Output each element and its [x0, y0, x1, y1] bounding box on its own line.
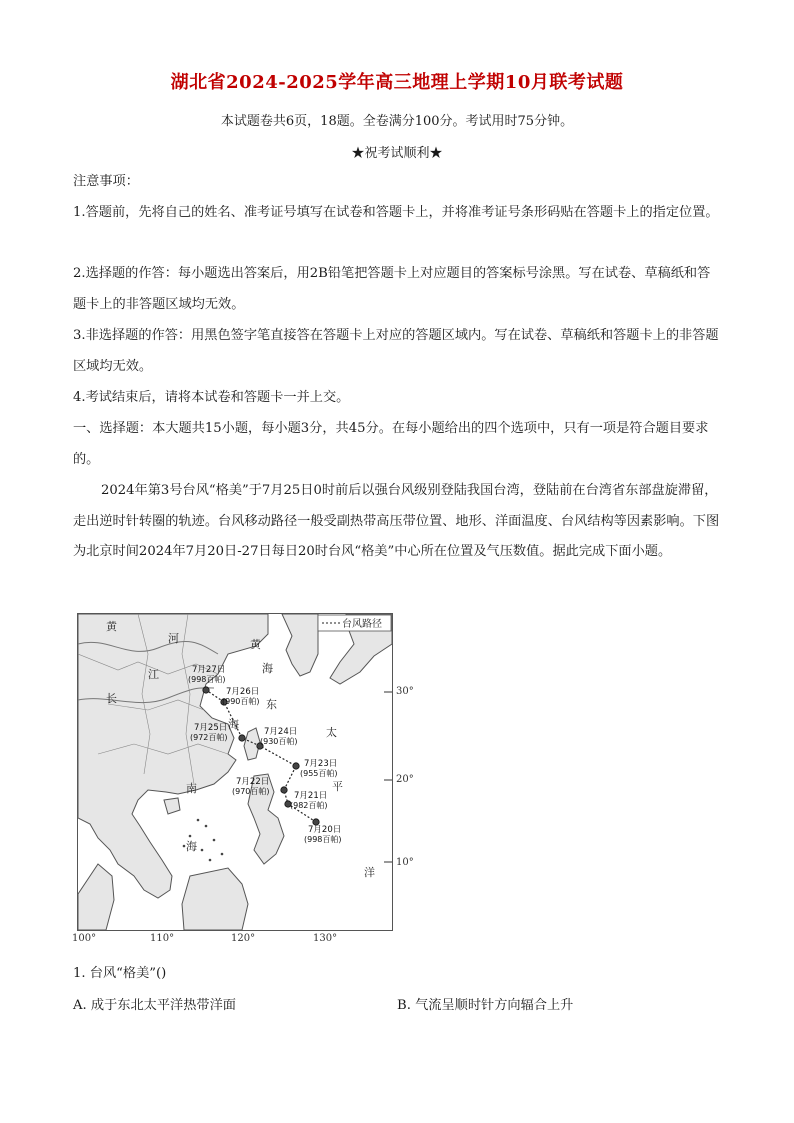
track-pressure-label: (990百帕): [222, 697, 260, 706]
track-date-label: 7月22日: [236, 777, 270, 787]
track-date-label: 7月26日: [226, 687, 260, 697]
note-2: 2.选择题的作答：每小题选出答案后，用2B铅笔把答题卡上对应题目的答案标号涂黑。写在试卷、草稿纸和答题卡上的非答题区域均无效。: [73, 266, 711, 312]
mainland-china: [78, 614, 268, 898]
hainan-island: [164, 798, 180, 814]
question-1-option-a: A. 成于东北太平洋热带洋面: [73, 998, 236, 1013]
typhoon-center-marker: [281, 787, 287, 793]
track-date-label: 7月27日: [192, 665, 226, 675]
track-pressure-label: (930百帕): [260, 737, 298, 746]
map-legend: [318, 615, 391, 631]
map-svg: [78, 614, 392, 930]
track-date-label: 7月25日: [194, 723, 228, 733]
track-pressure-label: (970百帕): [232, 787, 270, 796]
lon-label-110: 110°: [150, 933, 175, 944]
section-1-heading: 一、选择题：本大题共15小题，每小题3分，共45分。在每小题给出的四个选项中，只有一项是符合题目要求的。: [73, 421, 709, 467]
lat-label-10: 10°: [396, 857, 414, 868]
lon-label-130: 130°: [313, 933, 338, 944]
note-4: 4.考试结束后，请将本试卷和答题卡一并上交。: [73, 390, 350, 405]
label-nan: 南: [186, 782, 197, 795]
note-3: 3.非选择题的作答：用黑色签字笔直接答在答题卡上对应的答题区域内。写在试卷、草稿纸和答题卡上的非答题区域均无效。: [73, 328, 719, 374]
exam-info: 本试题卷共6页，18题。全卷满分100分。考试用时75分钟。: [220, 114, 574, 129]
typhoon-center-marker: [203, 687, 209, 693]
typhoon-track-map: [77, 613, 393, 931]
label-dong: 东: [266, 698, 277, 711]
track-pressure-label: (955百帕): [300, 769, 338, 778]
label-hai: 海: [186, 840, 197, 853]
korea-peninsula: [282, 614, 318, 676]
track-date-label: 7月24日: [264, 727, 298, 737]
typhoon-center-marker: [293, 763, 299, 769]
label-ping: 平: [332, 780, 343, 793]
track-date-label: 7月20日: [308, 825, 342, 835]
passage: 2024年第3号台风“格美”于7月25日0时前后以强台风级别登陆我国台湾，登陆前在台湾省东部盘旋滞留，走出逆时针转圈的轨迹。台风移动路径一般受副热带高压带位置、地形、洋面温度、台风结构等因素影响。下图为北京时间2024年7月20日-27日每日20时台风“格美”中心所在位置及气压数值。据此完成下面小题。: [73, 483, 720, 559]
lon-label-120: 120°: [231, 933, 256, 944]
question-1: 1. 台风“格美”(): [73, 966, 167, 981]
lat-label-30: 30°: [396, 686, 414, 697]
good-luck-line: ★祝考试顺利★: [351, 146, 443, 161]
latitude-ticks: [384, 692, 392, 862]
label-huang: 黄: [106, 620, 117, 633]
page-title: 湖北省2024-2025学年高三地理上学期10月联考试题: [170, 72, 624, 93]
lat-label-20: 20°: [396, 774, 414, 785]
track-pressure-label: (998百帕): [188, 675, 226, 684]
lon-label-100: 100°: [72, 933, 97, 944]
malay-peninsula: [78, 864, 114, 930]
notes-heading: 注意事项：: [73, 174, 139, 189]
track-pressure-label: (972百帕): [190, 733, 228, 742]
label-he: 河: [168, 632, 179, 645]
track-pressure-label: (982百帕): [290, 801, 328, 810]
label-jiang: 江: [148, 668, 159, 681]
legend-label: 台风路径: [342, 619, 382, 630]
question-1-option-b: B. 气流呈顺时针方向辐合上升: [397, 998, 574, 1013]
track-pressure-label: (998百帕): [304, 835, 342, 844]
label-yang: 洋: [364, 866, 375, 879]
track-date-label: 7月21日: [294, 791, 328, 801]
label-tai: 太: [326, 726, 337, 739]
label-huang-sea-1: 黄: [250, 638, 261, 651]
label-chang: 长: [106, 692, 117, 705]
typhoon-center-marker: [239, 735, 245, 741]
label-dong-sea: 海: [228, 718, 239, 731]
borneo-island: [182, 868, 248, 930]
label-huang-sea-2: 海: [262, 662, 273, 675]
note-1: 1.答题前，先将自己的姓名、准考证号填写在试卷和答题卡上，并将准考证号条形码贴在答题卡上的指定位置。: [73, 205, 719, 220]
track-date-label: 7月23日: [304, 759, 338, 769]
